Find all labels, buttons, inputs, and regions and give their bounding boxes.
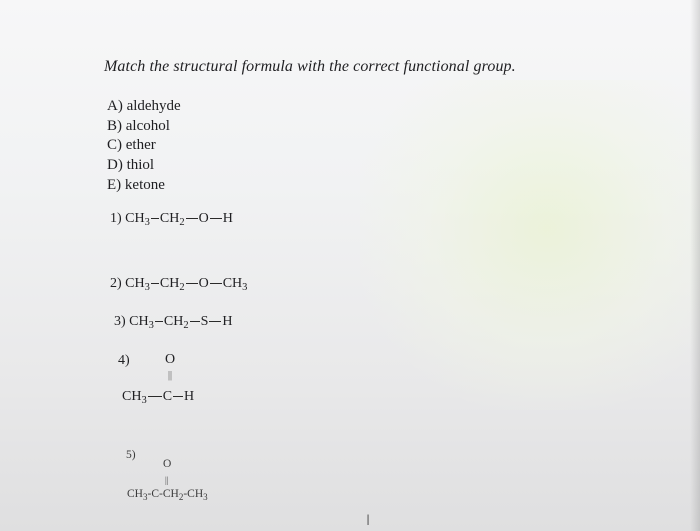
choice-d: D) thiol [107,157,155,174]
choice-list [107,97,181,196]
formula-4-double-bond: || [168,370,173,381]
choice-a: A) aldehyde [107,98,181,114]
formula-3-number: 3) [114,314,126,329]
choice-b: B) alcohol [107,117,170,134]
text-cursor-icon: I [366,513,371,529]
formula-5-double-bond: || [165,475,169,485]
formula-5: $CH_3-C-CH_2-CH_3$ [127,488,208,502]
choice-c: C) ether [107,137,156,154]
formula-4: $CH_3$ C H [122,389,195,406]
formula-4-oxygen: O [165,352,176,367]
formula-2-number: 2) [110,276,122,291]
formula-1-number: 1) [110,211,122,226]
formula-1: 1) $CH_3$ $CH_2$ O H [110,211,233,228]
formula-5-number: 5) [126,449,136,461]
screen-glare [360,80,700,410]
formula-5-oxygen: O [163,458,172,470]
choice-e: E) ketone [107,176,165,193]
formula-4-number: 4) [118,353,130,368]
formula-3: 3) $CH_3$ $CH_2$ S H [114,314,233,331]
screen-edge-shadow [690,0,700,531]
question-title: Match the structural formula with the correct functional group. [104,58,516,75]
formula-2: 2) $CH_3$ $CH_2$ O $CH_3$ [110,276,248,293]
